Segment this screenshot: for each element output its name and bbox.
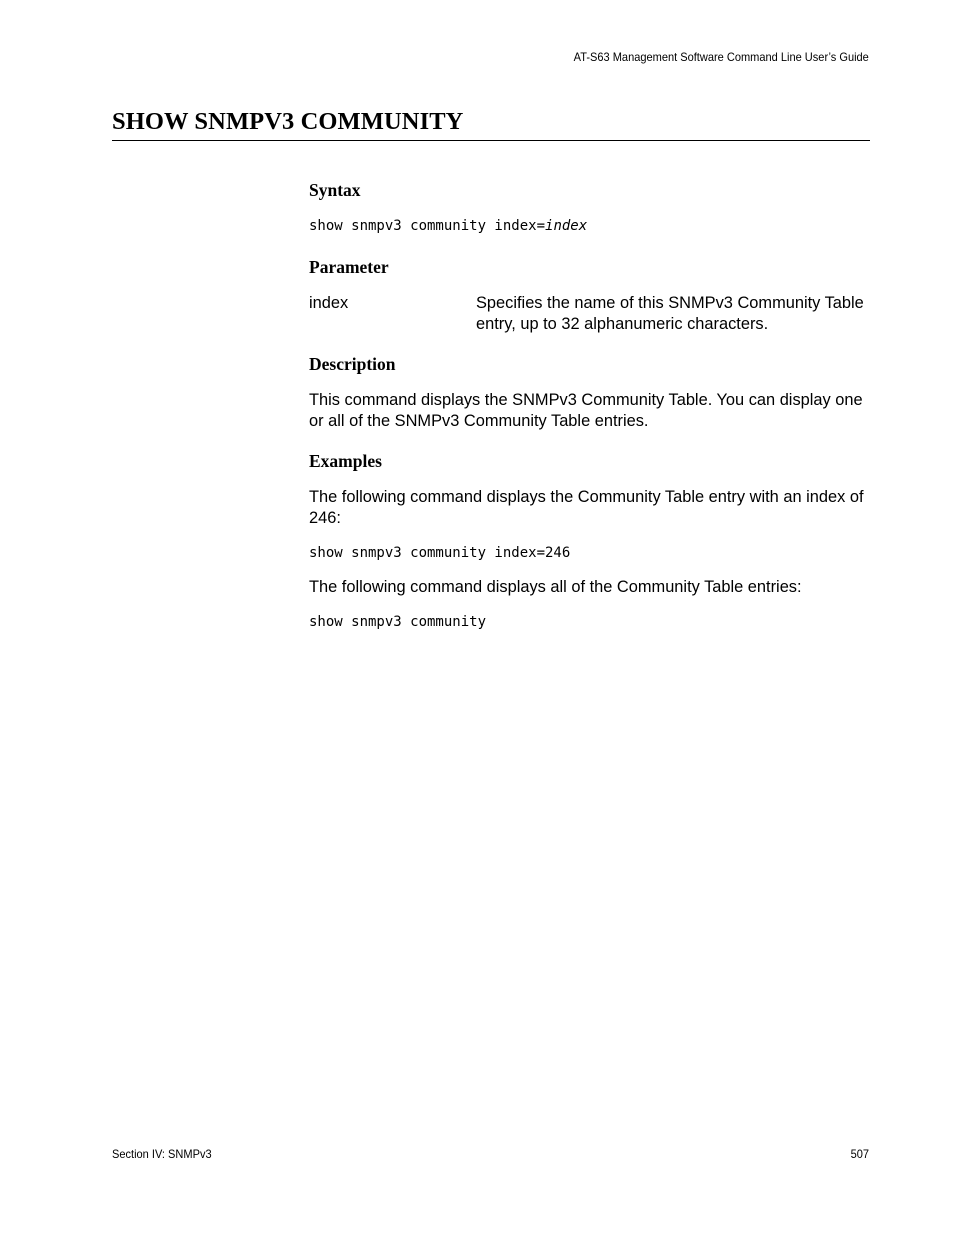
example-1-command: show snmpv3 community index=246	[309, 545, 571, 561]
footer-page-number: 507	[850, 1147, 869, 1161]
example-2-intro: The following command displays all of the Community Table entries:	[309, 578, 802, 596]
examples-heading: Examples	[309, 451, 382, 471]
description-heading: Description	[309, 354, 396, 374]
page-title: SHOW SNMPV3 COMMUNITY	[112, 108, 464, 135]
parameter-heading: Parameter	[309, 257, 389, 277]
running-header: AT-S63 Management Software Command Line User’s Guide	[573, 50, 869, 64]
command-reference-content	[309, 178, 871, 632]
example-1-intro: The following command displays the Community Table entry with an index of 246:	[309, 488, 864, 527]
description-text: This command displays the SNMPv3 Community Table. You can display one or all of the SNMPv3 Community Table entries.	[309, 391, 863, 430]
syntax-command	[309, 216, 871, 236]
parameter-name: index	[309, 294, 349, 312]
syntax-command-text: show snmpv3 community index=	[309, 218, 546, 234]
footer-section: Section IV: SNMPv3	[112, 1147, 212, 1161]
parameter-row	[309, 293, 871, 335]
parameter-description: Specifies the name of this SNMPv3 Community Table entry, up to 32 alphanumeric characters.	[476, 294, 864, 333]
example-2-command: show snmpv3 community	[309, 614, 487, 630]
title-divider	[112, 140, 870, 141]
syntax-heading: Syntax	[309, 180, 361, 200]
syntax-command-variable: index	[545, 218, 588, 234]
